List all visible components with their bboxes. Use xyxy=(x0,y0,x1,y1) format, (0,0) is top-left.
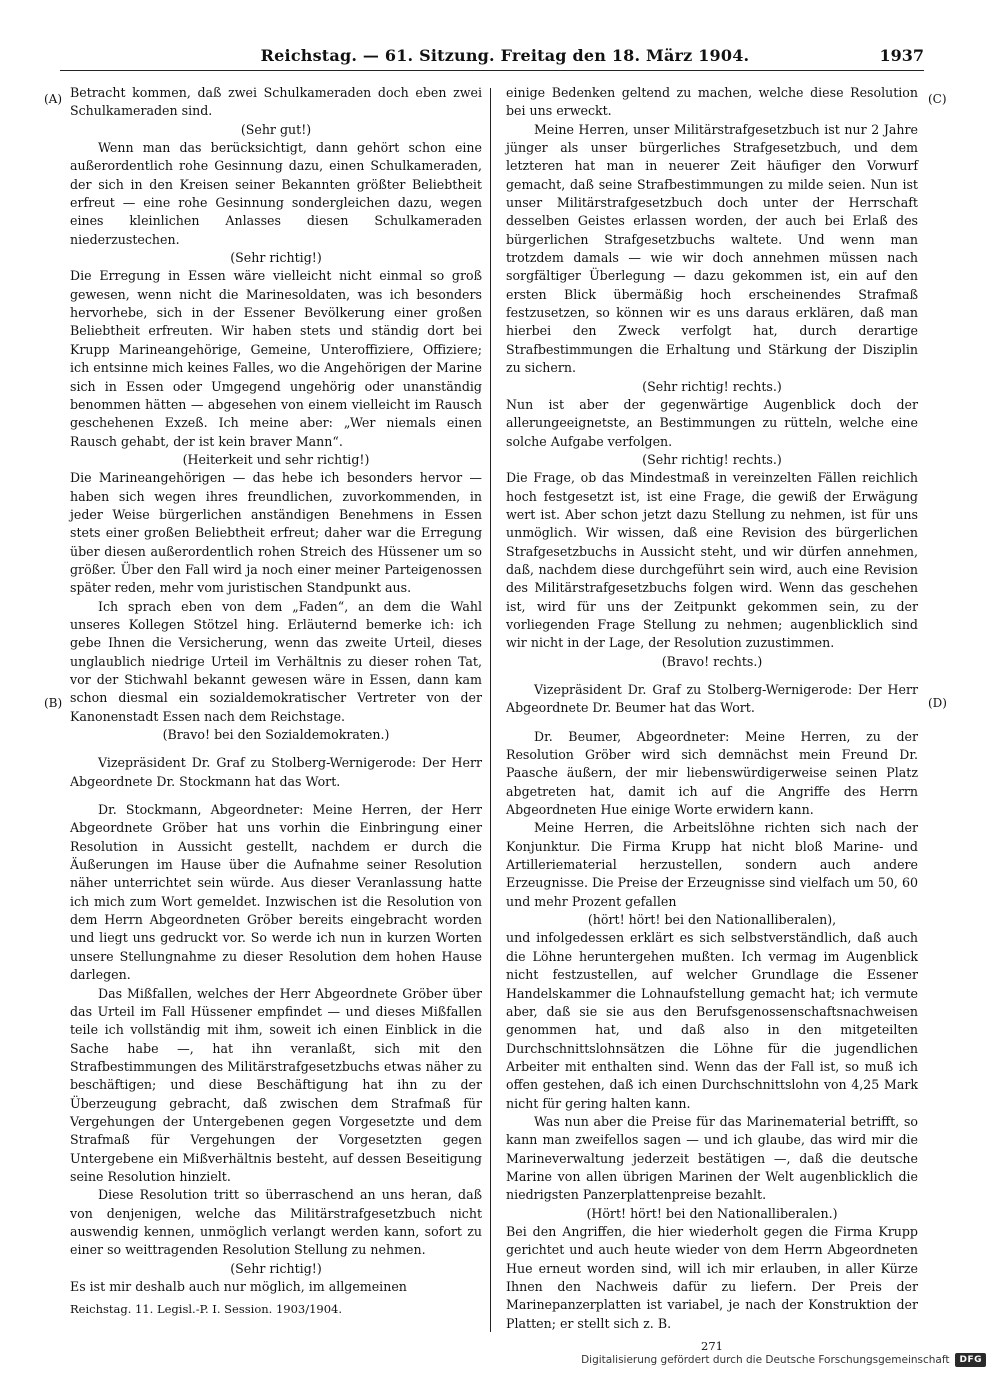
speaker-paragraph: Dr. Beumer, Abgeordneter: Meine Herren, zu der Resolution Gröber wird sich demnächst mein Freund Dr. Paasche äußern, der mir liebenswürdigerweise seinen Platz abgetreten hat, damit ich auf die Angriffe des Herrn Abgeordneten Hue einige Worte erwidern kann. xyxy=(506,728,918,818)
interjection: (Sehr richtig! rechts.) xyxy=(642,451,782,467)
signature-number: 271 xyxy=(701,1339,723,1354)
speaker-paragraph: Vizepräsident Dr. Graf zu Stolberg-Wernigerode: Der Herr Abgeordnete Dr. Stockmann hat das Wort. xyxy=(70,755,482,789)
margin-marker-b: (B) xyxy=(44,696,63,710)
paragraph: Das Mißfallen, welches der Herr Abgeordnete Gröber über das Urteil im Fall Hüssener empfindet — und dieses Mißfallen teile ich vollständig mit ihm, soweit ich einen Einblick in die Sache habe —, hat ihn veranlaßt, sich mit den Strafbestimmungen des Militärstrafgesetzbuchs etwas näher zu beschäftigen; und diese Beschäftigung hat ihn zu der Überzeugung gebracht, daß zwischen dem Strafmaß für Vergehungen der Untergebenen gegen Vorgesetzte und dem Strafmaß für Vergehungen der Vorgesetzten gegen Untergebene ein Mißverhältnis besteht, auf dessen Beseitigung seine Resolution hinzielt. xyxy=(70,985,482,1184)
interjection: (Sehr richtig!) xyxy=(230,1260,322,1276)
interjection: (Hört! hört! bei den Nationalliberalen.) xyxy=(586,1205,838,1221)
margin-marker-a: (A) xyxy=(44,92,63,106)
paragraph: Wenn man das berücksichtigt, dann gehört schon eine außerordentlich rohe Gesinnung dazu, einen Schulkameraden, der sich in den Kreisen seiner Bekannten größter Beliebtheit erfreut — eine rohe Gesinnung sondergleichen dazu, wegen eines kleinlichen Anlasses diesen Schulkameraden niederzustechen. xyxy=(70,140,482,247)
column-divider xyxy=(490,88,491,1332)
interjection: (Bravo! bei den Sozialdemokraten.) xyxy=(162,727,390,743)
margin-marker-c: (C) xyxy=(928,92,947,106)
paragraph: Ich sprach eben von dem „Faden“, an dem die Wahl unseres Kollegen Stötzel hing. Erläuternd bemerke ich: ich gebe Ihnen die Versicherung, wenn das zweite Urteil, dieses unglaublich niedrige Urteil im Verhältnis zu dieser rohen Tat, vor der Stichwahl bekannt gewesen wäre in Essen, dann kam schon diesmal ein sozialdemokratischer Vertreter von der Kanonenstadt Essen nach dem Reichstage. xyxy=(70,598,482,724)
paragraph: Die Marineangehörigen — das hebe ich besonders hervor — haben sich wegen ihres freundlichen, zuvorkommenden, in jeder Weise bürgerlichen anständigen Benehmens in Essen stets einer großen Beliebtheit erfreut; daher war die Erregung über diesen außerordentlich rohen Streich des Hüssener um so größer. Über den Fall wird ja noch einer meiner Parteigenossen später reden, mehr vom juristischen Standpunkt aus. xyxy=(70,470,482,596)
paragraph: Die Frage, ob das Mindestmaß in vereinzelten Fällen reichlich hoch festgesetzt ist, ist eine Frage, die gewiß der Erwägung wert ist. Aber schon jetzt dazu Stellung zu nehmen, ist für uns unmöglich. Wir wissen, daß eine Revision des bürgerlichen Strafgesetzbuchs in Aussicht steht, und wir dürfen annehmen, daß, nachdem diese durchgeführt sein wird, auch eine Revision des Militärstrafgesetzbuchs folgen wird. Wenn das geschehen ist, wird für uns der Zeitpunkt gekommen sein, zu der vorliegenden Frage Stellung zu nehmen; augenblicklich sind wir nicht in der Lage, der Resolution zuzustimmen. xyxy=(506,470,918,651)
page-number: 1937 xyxy=(879,46,924,65)
running-title: Reichstag. — 61. Sitzung. Freitag den 18. März 1904. xyxy=(260,46,750,65)
left-column xyxy=(70,84,482,1319)
interjection: (Sehr gut!) xyxy=(240,121,312,137)
paragraph: Diese Resolution tritt so überraschend an uns heran, daß von denjenigen, welche das Militärstrafgesetzbuch nicht auswendig kennen, unmöglich verlangt werden kann, sofort zu einer so weittragenden Resolution Stellung zu nehmen. xyxy=(70,1187,482,1258)
paragraph: Die Erregung in Essen wäre vielleicht nicht einmal so groß gewesen, wenn nicht die Marinesoldaten, was ich besonders hervorhebe, sich in der Essener Bevölkerung einer großen Beliebtheit erfreuten. Wir haben stets und ständig dort bei Krupp Marineangehörige, Gemeine, Unteroffiziere, Offiziere; ich entsinne mich keines Falles, wo die Angehörigen der Marine sich in Essen oder Umgegend ungehörig oder unanständig benommen hätten — abgesehen von einem vielleicht im Rausch geschehenen Exzeß. Ich meine aber: „Wer niemals einen Rausch gehabt, der ist kein braver Mann“. xyxy=(70,268,482,449)
dfg-logo: DFG xyxy=(955,1353,986,1367)
interjection: (Sehr richtig!) xyxy=(230,250,322,266)
header-rule xyxy=(60,70,924,71)
interjection: (Bravo! rechts.) xyxy=(661,653,763,669)
speaker-paragraph: Dr. Stockmann, Abgeordneter: Meine Herren, der Herr Abgeordnete Gröber hat uns vorhin die Einbringung einer Resolution in Aussicht gestellt, nachdem er durch die Äußerungen im Hause über die Aufnahme seiner Resolution näher unterrichtet sein würde. Aus dieser Veranlassung hatte ich mich zum Wort gemeldet. Inzwischen ist die Resolution von dem Herrn Abgeordneten Gröber bereits eingebracht worden und liegt uns gedruckt vor. So werde ich nun in kurzen Worten unsere Stellungnahme zu dieser Resolution dem hohen Hause darlegen. xyxy=(70,802,482,983)
volume-footnote: Reichstag. 11. Legisl.-P. I. Session. 1903/1904. xyxy=(70,1302,343,1317)
paragraph: Nun ist aber der gegenwärtige Augenblick doch der allerungeeignetste, an Bestimmungen zu rütteln, welche eine solche Aufgabe verfolgen. xyxy=(506,396,918,449)
right-column xyxy=(506,84,918,1355)
paragraph: Meine Herren, die Arbeitslöhne richten sich nach der Konjunktur. Die Firma Krupp hat nicht bloß Marine- und Artilleriematerial herzustellen, sondern auch andere Erzeugnisse. Die Preise der Erzeugnisse sind vielfach um 50, 60 und mehr Prozent gefallen xyxy=(506,820,918,909)
paragraph: Bei den Angriffen, die hier wiederholt gegen die Firma Krupp gerichtet und auch heute wieder von dem Herrn Abgeordneten Hue erneut worden sind, will ich mir erlauben, in aller Kürze Ihnen den Nachweis dafür zu liefern. Der Preis der Marinepanzerplatten ist variabel, je nach der Konstruktion der Platten; er stellt sich z. B. xyxy=(506,1223,918,1331)
paragraph: Betracht kommen, daß zwei Schulkameraden doch eben zwei Schulkameraden sind. xyxy=(70,85,482,119)
speaker-paragraph: Vizepräsident Dr. Graf zu Stolberg-Wernigerode: Der Herr Abgeordnete Dr. Beumer hat das Wort. xyxy=(506,682,918,716)
paragraph: und infolgedessen erklärt es sich selbstverständlich, daß auch die Löhne heruntergehen mußten. Ich vermag im Augenblick nicht festzustellen, auf welcher Grundlage die Essener Handelskammer die Lohnaufstellung gemacht hat; ich vermute aber, daß sie sie aus den Berufsgenossenschaftsnachweisen genommen hat, und daß also in den mitgeteilten Durchschnittslohnsätzen die Löhne für die jugendlichen Arbeiter mit enthalten sind. Wenn das der Fall ist, so muß ich offen gestehen, daß ich einen Durchschnittslohn von 4,25 Mark nicht für gering halten kann. xyxy=(506,930,918,1111)
paragraph: Was nun aber die Preise für das Marinematerial betrifft, so kann man zweifellos sagen — und ich glaube, das wird mir die Marineverwaltung jederzeit bestätigen —, daß die deutsche Marine von allen übrigen Marinen der Welt augenblicklich die niedrigsten Panzerplattenpreise bezahlt. xyxy=(506,1113,918,1203)
interjection: (Sehr richtig! rechts.) xyxy=(642,378,782,394)
paragraph: einige Bedenken geltend zu machen, welche diese Resolution bei uns erweckt. xyxy=(506,85,918,119)
margin-marker-d: (D) xyxy=(928,696,947,710)
paragraph: Meine Herren, unser Militärstrafgesetzbuch ist nur 2 Jahre jünger als unser bürgerliches Strafgesetzbuch, und dem letzteren hat man in neuerer Zeit häufiger den Vorwurf gemacht, daß seine Strafbestimmungen zu milde seien. Nun ist unser Militärstrafgesetzbuch doch unter der Herrschaft desselben Geistes erlassen worden, der auch bei Erlaß des bürgerlichen Strafgesetzbuchs waltete. Und wenn man trotzdem damals — wie wir doch annehmen müssen nach sorgfältiger Überlegung — dazu gekommen ist, ein auf den ersten Blick übermäßig hoch erscheinendes Strafmaß festzusetzen, so können wir es uns daraus erklären, daß man hierbei den Zweck verfolgt hat, durch derartige Strafbestimmungen die Erhaltung und Stärkung der Disziplin zu sichern. xyxy=(506,121,918,376)
page-header xyxy=(86,44,924,70)
interjection: (hört! hört! bei den Nationalliberalen), xyxy=(587,912,837,928)
paragraph: Es ist mir deshalb auch nur möglich, im allgemeinen xyxy=(70,1279,407,1294)
interjection: (Heiterkeit und sehr richtig!) xyxy=(182,451,370,467)
digitization-credit xyxy=(581,1351,986,1369)
credit-text: Digitalisierung gefördert durch die Deutsche Forschungsgemeinschaft xyxy=(581,1354,950,1366)
